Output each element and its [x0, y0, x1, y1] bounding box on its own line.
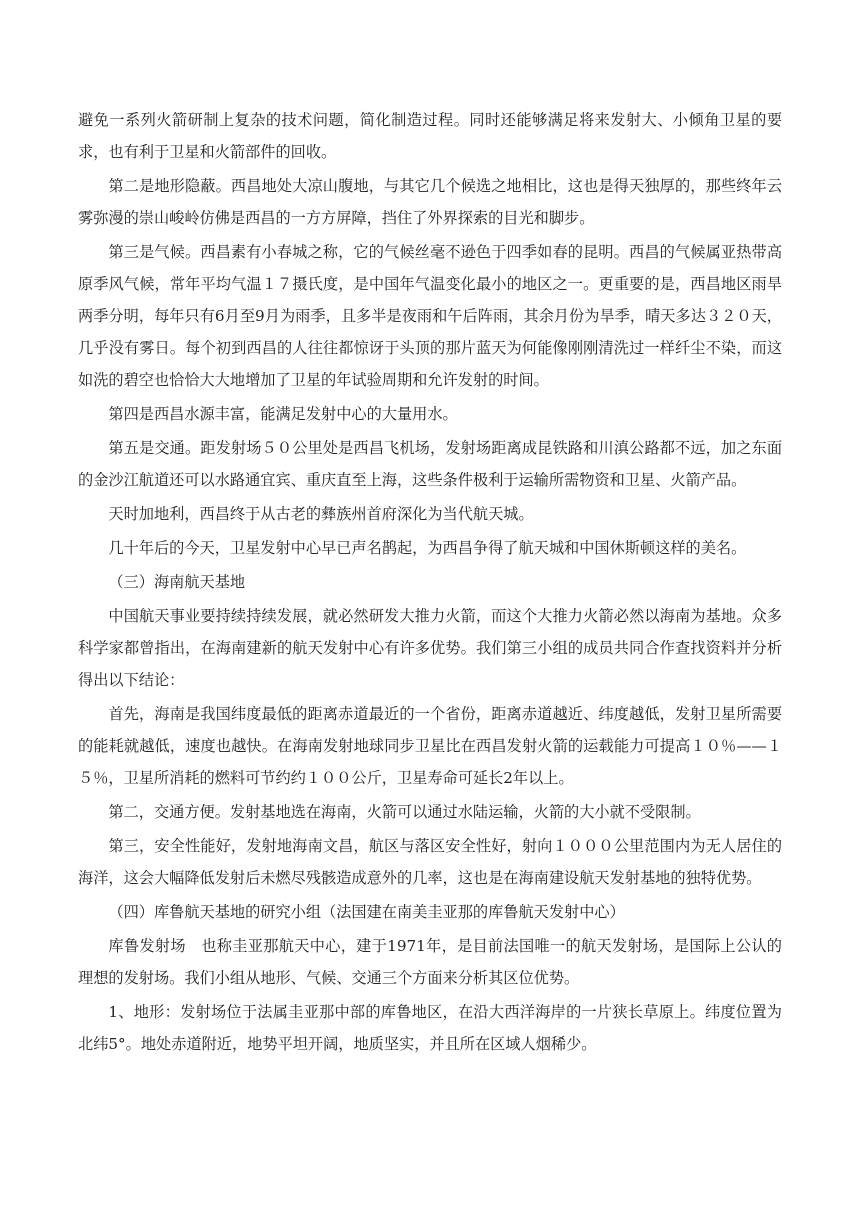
paragraph-continuation: 避免一系列火箭研制上复杂的技术问题，简化制造过程。同时还能够满足将来发射大、小倾角卫星的要求，也有利于卫星和火箭部件的回收。 [78, 111, 782, 161]
section-heading-hainan: （三）海南航天基地 [108, 573, 246, 591]
paragraph-hainan-latitude: 首先，海南是我国纬度最低的距离赤道最近的一个省份，距离赤道越近、纬度越低，发射卫星所需要的能耗就越低，速度也越快。在海南发射地球同步卫星比在西昌发射火箭的运载能力可提高１０％——１５％，卫星所消耗的燃料可节约约１００公斤，卫星寿命可延长2年以上。 [78, 705, 782, 787]
paragraph-transport: 第五是交通。距发射场５０公里处是西昌飞机场，发射场距离成昆铁路和川滇公路都不远，加之东面的金沙江航道还可以水路通宜宾、重庆直至上海，这些条件极利于运输所需物资和卫星、火箭产品。 [78, 439, 782, 489]
paragraph-terrain: 第二是地形隐蔽。西昌地处大凉山腹地，与其它几个候选之地相比，这也是得天独厚的，那些终年云雾弥漫的崇山峻岭仿佛是西昌的一方方屏障，挡住了外界探索的目光和脚步。 [78, 177, 782, 227]
paragraph-summary: 天时加地利，西昌终于从古老的彝族州首府深化为当代航天城。 [108, 505, 534, 523]
paragraph-kourou-terrain: 1、地形：发射场位于法属圭亚那中部的库鲁地区，在沿大西洋海岸的一片狭长草原上。纬度位置为北纬5°。地处赤道附近，地势平坦开阔，地质坚实，并且所在区域人烟稀少。 [78, 1003, 782, 1053]
document-page [78, 104, 782, 1062]
paragraph-hainan-transport: 第二，交通方便。发射基地选在海南，火箭可以通过水陆运输，火箭的大小就不受限制。 [108, 803, 701, 821]
paragraph-hainan-intro: 中国航天事业要持续持续发展，就必然研发大推力火箭，而这个大推力火箭必然以海南为基地。众多科学家都曾指出，在海南建新的航天发射中心有许多优势。我们第三小组的成员共同合作查找资料并分析得出以下结论： [78, 607, 782, 689]
paragraph-hainan-safety: 第三，安全性能好，发射地海南文昌，航区与落区安全性好，射向１０００公里范围内为无人居住的海洋，这会大幅降低发射后未燃尽残骸造成意外的几率，这也是在海南建设航天发射基地的独特优势。 [78, 837, 782, 887]
paragraph-climate: 第三是气候。西昌素有小春城之称，它的气候丝毫不逊色于四季如春的昆明。西昌的气候属亚热带高原季风气候，常年平均气温１７摄氏度，是中国年气温变化最小的地区之一。更重要的是，西昌地区雨旱两季分明，每年只有6月至9月为雨季，且多半是夜雨和午后阵雨，其余月份为旱季，晴天多达３２０天，几乎没有雾日。每个初到西昌的人往往都惊讶于头顶的那片蓝天为何能像刚刚清洗过一样纤尘不染，而这如洗的碧空也恰恰大大地增加了卫星的年试验周期和允许发射的时间。 [78, 243, 782, 389]
paragraph-water: 第四是西昌水源丰富，能满足发射中心的大量用水。 [108, 405, 458, 423]
paragraph-kourou-intro: 库鲁发射场 也称圭亚那航天中心，建于1971年，是目前法国唯一的航天发射场，是国际上公认的理想的发射场。我们小组从地形、气候、交通三个方面来分析其区位优势。 [78, 937, 782, 987]
paragraph-reputation: 几十年后的今天，卫星发射中心早已声名鹊起，为西昌争得了航天城和中国休斯顿这样的美名。 [108, 539, 747, 557]
section-heading-kourou: （四）库鲁航天基地的研究小组（法国建在南美圭亚那的库鲁航天发射中心） [108, 903, 625, 921]
